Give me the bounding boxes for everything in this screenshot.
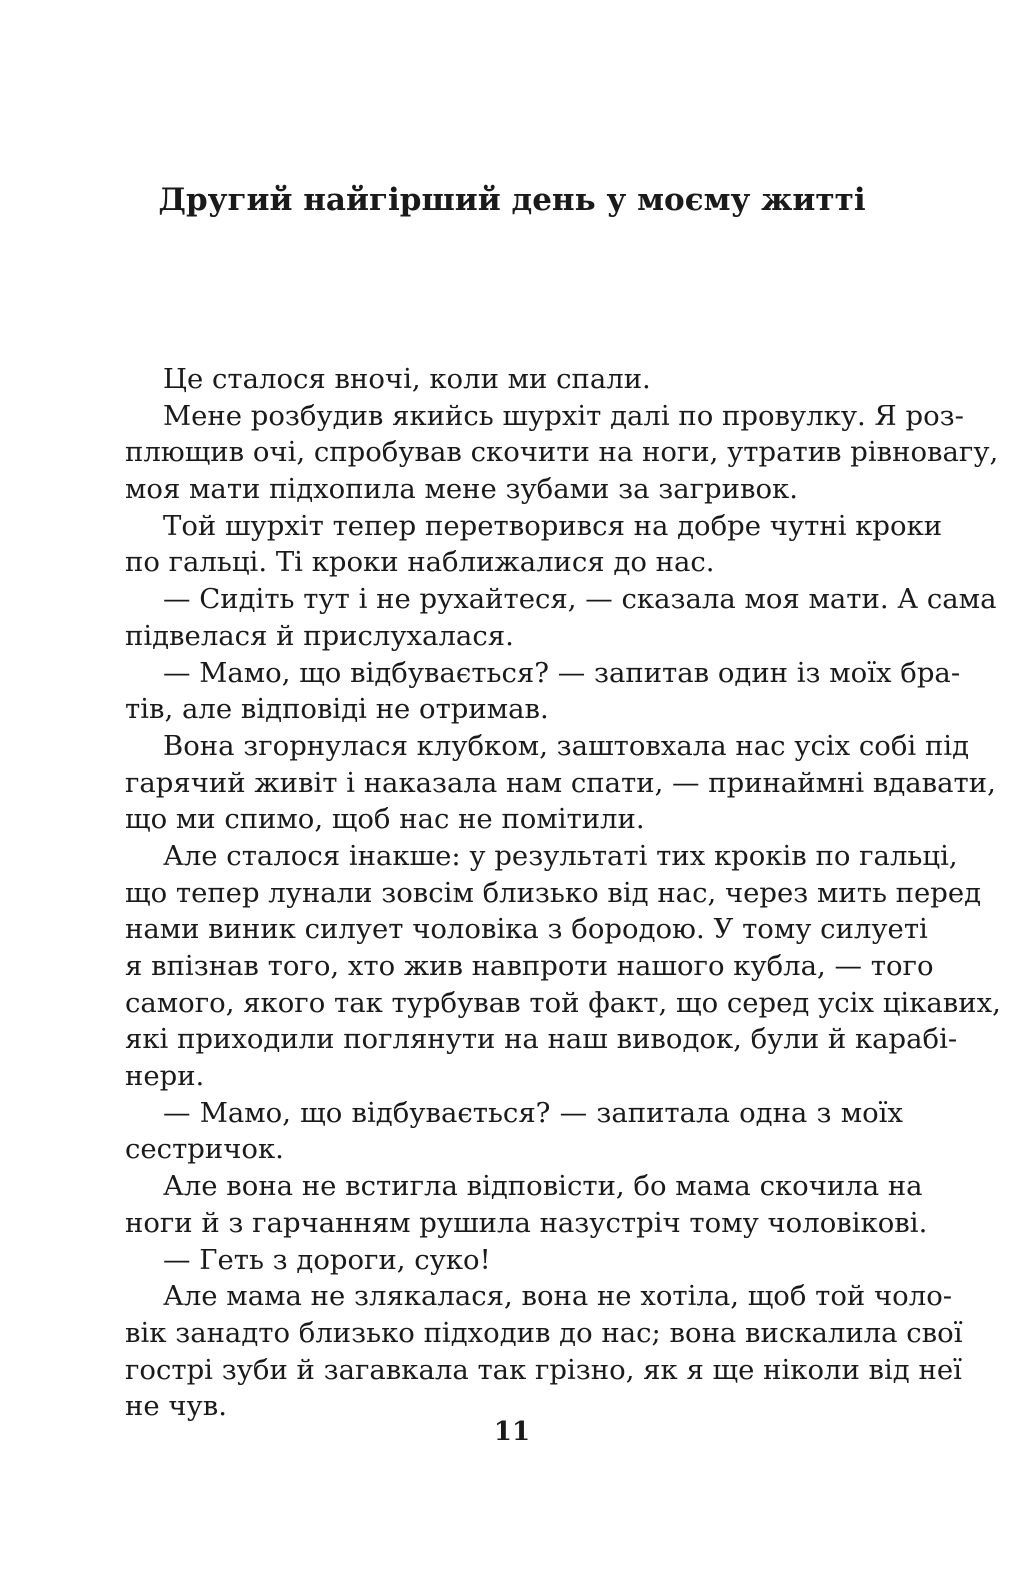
text-line: що тепер лунали зовсім близько від нас, через мить перед bbox=[125, 876, 982, 909]
text-line: Вона згорнулася клубком, заштовхала нас усіх собі під bbox=[163, 729, 969, 762]
text-line: Мене розбудив якийсь шурхіт далі по провулку. Я роз- bbox=[163, 399, 964, 432]
text-line: — Мамо, що відбувається? — запитав один із моїх бра- bbox=[163, 656, 961, 689]
text-line: які приходили поглянути на наш виводок, були й карабі- bbox=[125, 1023, 958, 1056]
text-line: нами виник силует чоловіка з бородою. У тому силуеті bbox=[125, 913, 928, 946]
text-line: плющив очі, спробував скочити на ноги, утратив рівновагу, bbox=[125, 436, 999, 469]
text-line: тів, але відповіді не отримав. bbox=[125, 693, 549, 726]
text-line: що ми спимо, щоб нас не помітили. bbox=[125, 803, 645, 836]
text-line: гострі зуби й загавкала так грізно, як я ще ніколи від неї bbox=[125, 1353, 962, 1386]
text-line: Це сталося вночі, коли ми спали. bbox=[163, 363, 651, 395]
body-text bbox=[125, 361, 1001, 1425]
text-line: вік занадто близько підходив до нас; вона вискалила свої bbox=[125, 1316, 963, 1349]
text-line: я впізнав того, хто жив навпроти нашого кубла, — того bbox=[125, 950, 934, 982]
text-line: самого, якого так турбував той факт, що серед усіх цікавих, bbox=[125, 986, 1001, 1019]
text-line: нери. bbox=[125, 1060, 205, 1093]
text-line: — Геть з дороги, суко! bbox=[163, 1243, 491, 1276]
text-line: Але вона не встигла відповісти, бо мама скочила на bbox=[163, 1170, 923, 1203]
text-line: не чув. bbox=[125, 1390, 227, 1423]
page-number: 11 bbox=[493, 1417, 531, 1447]
text-line: — Мамо, що відбувається? — запитала одна з моїх bbox=[163, 1096, 903, 1129]
text-line: Той шурхіт тепер перетворився на добре чутні кроки bbox=[163, 509, 943, 542]
chapter-title: Другий найгірший день у моєму житті bbox=[158, 182, 866, 218]
text-line: по гальці. Ті кроки наближалися до нас. bbox=[125, 546, 715, 579]
text-line: моя мати підхопила мене зубами за загривок. bbox=[125, 473, 798, 506]
text-line: Але сталося інакше: у результаті тих кроків по гальці, bbox=[163, 839, 958, 872]
text-line: підвелася й прислухалася. bbox=[125, 619, 514, 652]
text-line: гарячий живіт і наказала нам спати, — принаймні вдавати, bbox=[125, 766, 996, 799]
text-line: — Сидіть тут і не рухайтеся, — сказала моя мати. А сама bbox=[163, 583, 997, 616]
text-line: Але мама не злякалася, вона не хотіла, щоб той чоло- bbox=[163, 1280, 953, 1313]
text-line: сестричок. bbox=[125, 1133, 284, 1166]
text-line: ноги й з гарчанням рушила назустріч тому чоловікові. bbox=[125, 1206, 928, 1239]
